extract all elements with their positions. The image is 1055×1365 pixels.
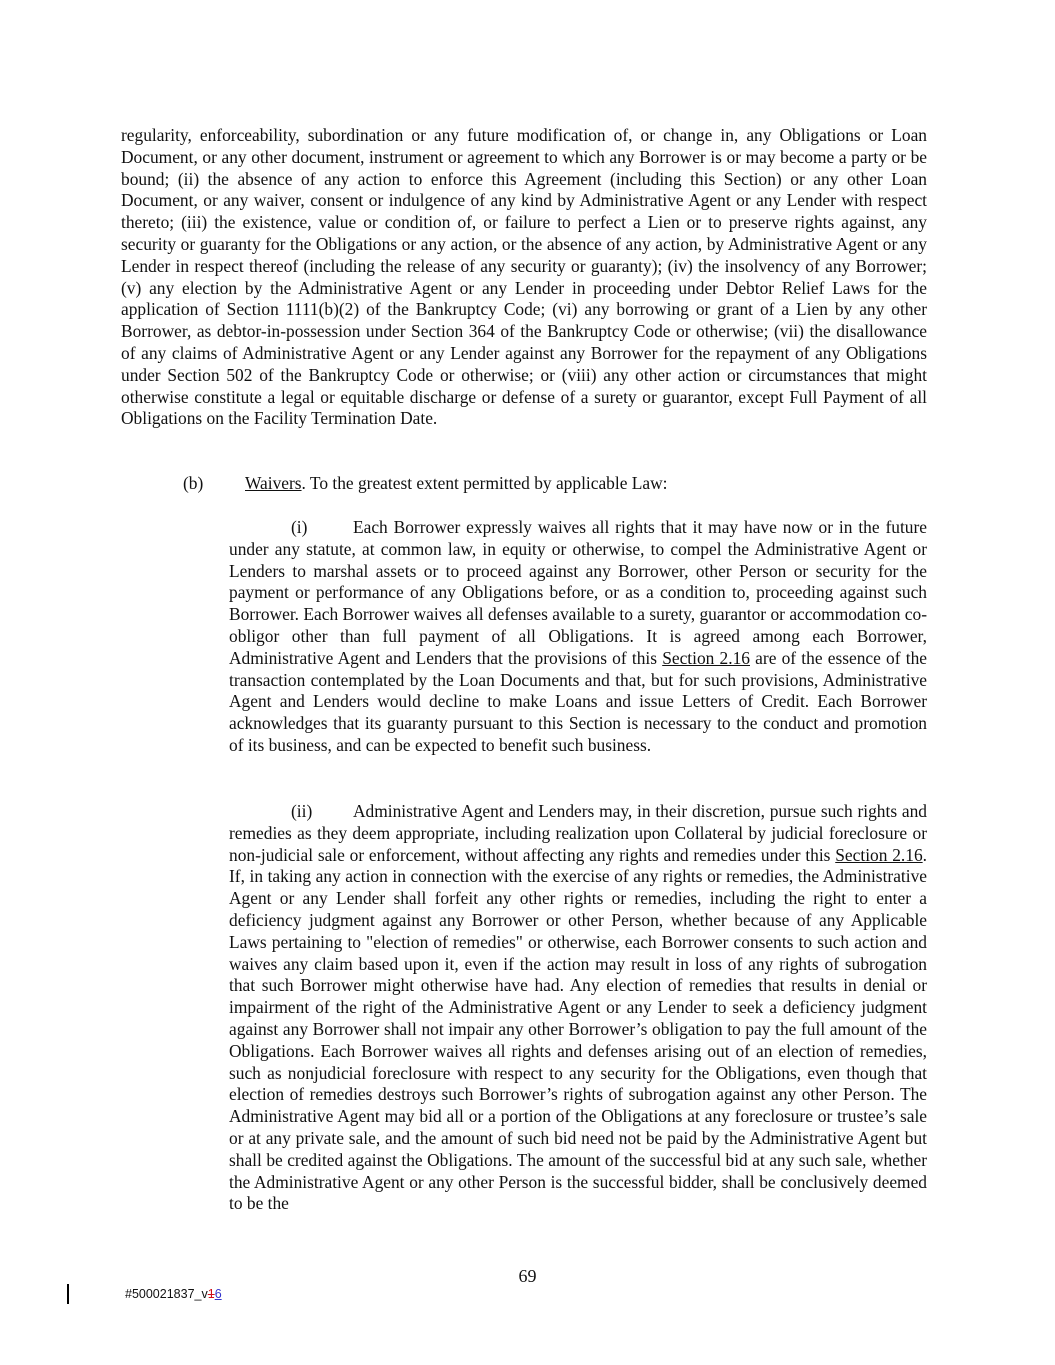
subparagraph-ii-text-1: Administrative Agent and Lenders may, in their discretion, pursue such rights and remedies as they deem appropriate, including realization upon Collateral by judicial foreclosure or non-judicial sale or enforcement, without affecting any rights and remedies under this <box>229 801 927 865</box>
document-id <box>125 1287 222 1301</box>
section-b-text: . To the greatest extent permitted by applicable Law: <box>301 473 668 493</box>
document-id-inserted-version: 6 <box>214 1287 222 1301</box>
section-2-16-reference: Section 2.16 <box>835 844 923 865</box>
subparagraph-i-marker: (i) <box>291 517 308 537</box>
section-2-16-reference: Section 2.16 <box>662 647 750 668</box>
subparagraph-i-text-1: Each Borrower expressly waives all rights that it may have now or in the future under any statute, at common law, in equity or otherwise, to compel the Administrative Agent or Lenders to marshal assets or to proceed against any Borrower, other Person or security for the payment or performance of any Obligations before, or as a condition to, proceeding against such Borrower. Each Borrower waives all defenses available to a surety, guarantor or accommodation co-obligor other than full payment of all Obligations. It is agreed among each Borrower, Administrative Agent and Lenders that the provisions of this <box>229 517 927 668</box>
revision-bar <box>67 1284 69 1304</box>
document-id-prefix: #500021837_v <box>125 1287 208 1301</box>
subparagraph-ii-marker: (ii) <box>291 801 313 821</box>
subparagraph-ii <box>229 801 927 1215</box>
subparagraph-ii-text-2: . If, in taking any action in connection with the exercise of any rights or remedies, the Administrative Agent or any Lender shall forfeit any other rights or remedies, including the right to enter a deficiency judgment against any Borrower or other Person, whether because of any Applicable Laws pertaining to "election of remedies" or otherwise, each Borrower consents to such action and waives any claim based upon it, even if the action may result in loss of any rights of subrogation that such Borrower might otherwise have had. Any election of remedies that results in denial or impairment of the right of the Administrative Agent or any Lender to seek a deficiency judgment against any Borrower shall not impair any other Borrower’s obligation to pay the full amount of the Obligations. Each Borrower waives all rights and defenses arising out of an election of remedies, such as nonjudicial foreclosure with respect to any security for the Obligations, even though that election of remedies destroys such Borrower’s rights of subrogation against any other Person. The Administrative Agent may bid all or a portion of the Obligations at any foreclosure or trustee’s sale or at any private sale, and the amount of such bid need not be paid by the Administrative Agent but shall be credited against the Obligations. The amount of the successful bid at any such sale, whether the Administrative Agent or any other Person is the successful bidder, shall be conclusively deemed to be the <box>229 844 927 1214</box>
subparagraph-i-text-2: are of the essence of the transaction contemplated by the Loan Documents and that, but for such provisions, Administrative Agent and Lenders would decline to make Loans and issue Letters of Credit. Each Borrower acknowledges that its guaranty pursuant to this Section is necessary to the conduct and promotion of its business, and can be expected to benefit such business. <box>229 647 927 755</box>
section-b-heading <box>183 473 943 495</box>
section-b-marker: (b) <box>183 473 204 493</box>
subparagraph-i <box>229 517 927 757</box>
document-id-deleted-version: 1 <box>207 1287 215 1301</box>
paragraph-continuation <box>121 125 927 430</box>
page-number: 69 <box>518 1266 537 1286</box>
paragraph-text: regularity, enforceability, subordination or any future modification of, or change in, any Obligations or Loan Document, or any other document, instrument or agreement to which any Borrower is or may become a party or be bound; (ii) the absence of any action to enforce this Agreement (including this Section) or any other Loan Document, or any waiver, consent or indulgence of any kind by Administrative Agent or any Lender with respect thereto; (iii) the existence, value or condition of, or failure to perfect a Lien or to preserve rights against, any security or guaranty for the Obligations or any action, or the absence of any action, by Administrative Agent or any Lender in respect thereof (including the release of any security or guaranty); (iv) the insolvency of any Borrower; (v) any election by the Administrative Agent or any Lender in proceeding under Debtor Relief Laws for the application of Section 1111(b)(2) of the Bankruptcy Code; (vi) any borrowing or grant of a Lien by any other Borrower, as debtor-in-possession under Section 364 of the Bankruptcy Code or otherwise; (vii) the disallowance of any claims of Administrative Agent or any Lender against any Borrower for the repayment of any Obligations under Section 502 of the Bankruptcy Code or otherwise; or (viii) any other action or circumstances that might otherwise constitute a legal or equitable discharge or defense of a surety or guarantor, except Full Payment of all Obligations on the Facility Termination Date. <box>121 125 927 429</box>
waivers-heading: Waivers <box>245 473 302 493</box>
